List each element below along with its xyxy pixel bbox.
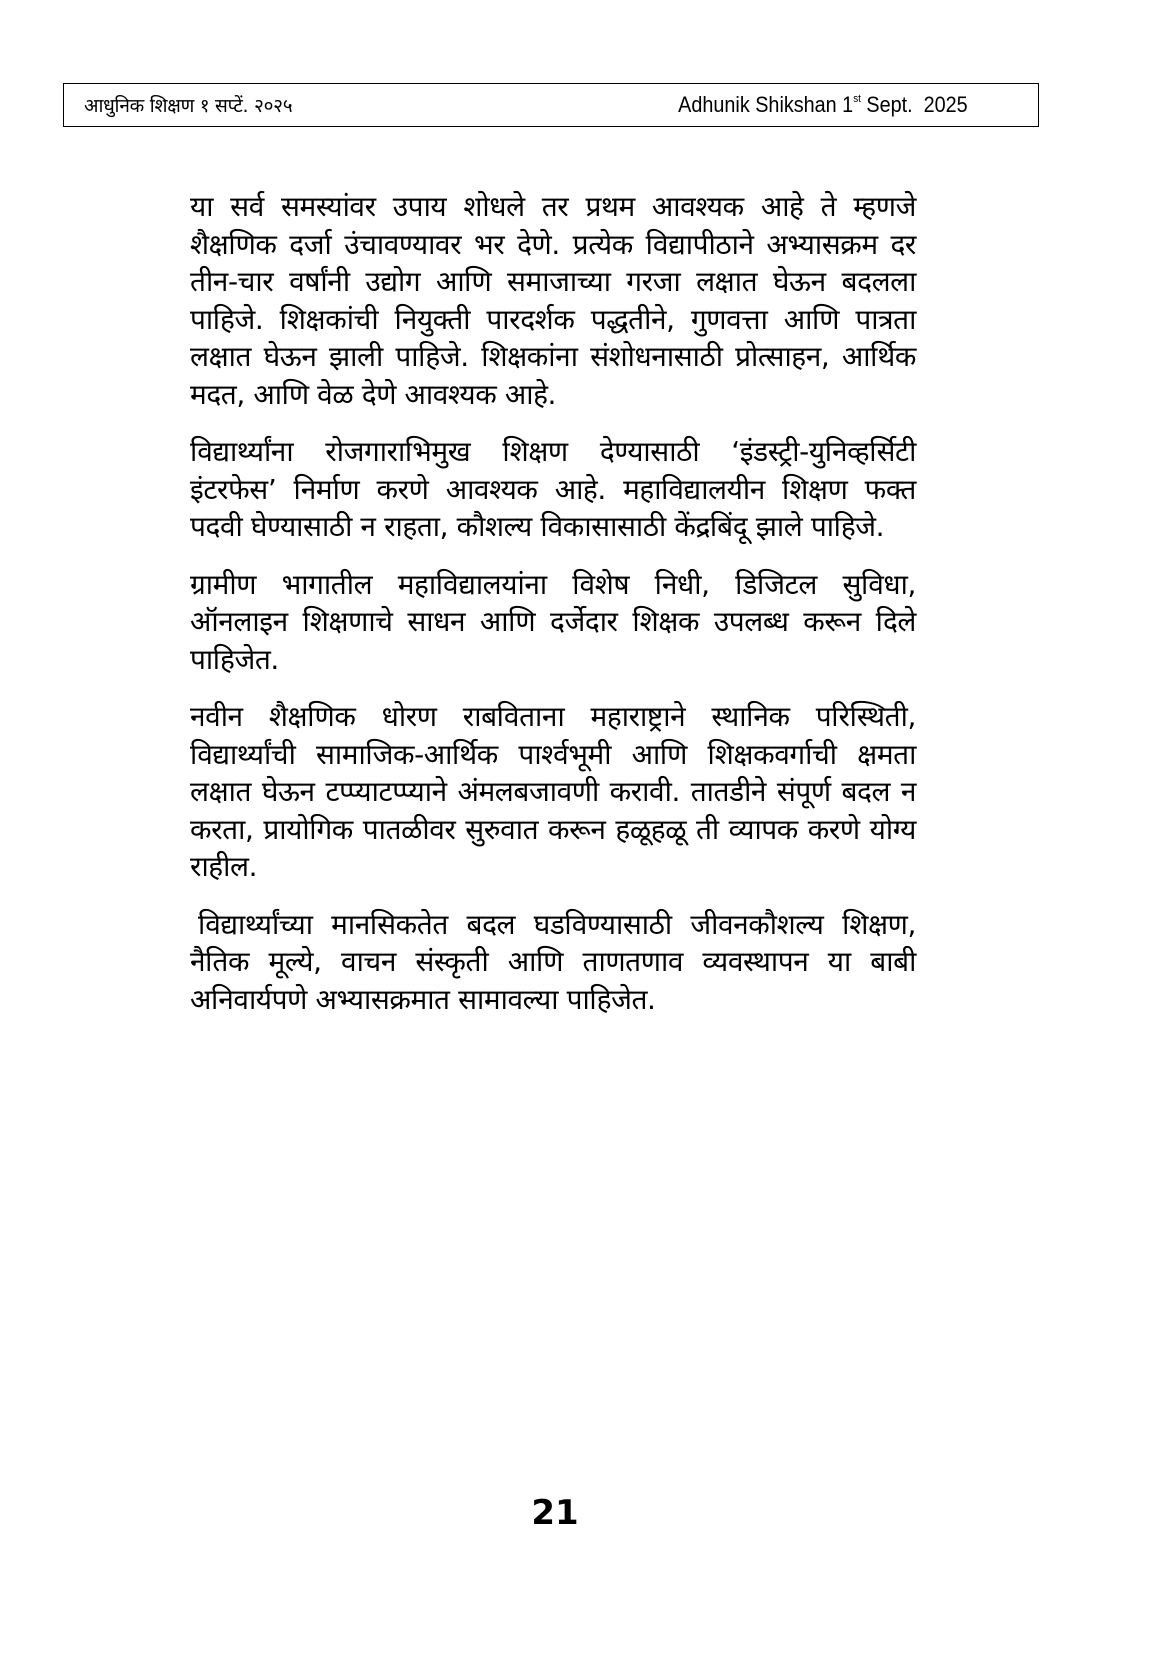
header-title-english (678, 92, 968, 118)
header-title-english-prefix: Adhunik Shikshan 1 (678, 92, 854, 117)
header-title-english-ordinal: st (853, 93, 862, 105)
header-title-english-suffix: Sept. 2025 (861, 92, 968, 117)
header-title-marathi: आधुनिक शिक्षण १ सप्टें. २०२५ (84, 95, 293, 117)
article-body (190, 188, 916, 1038)
page-number: 21 (531, 1493, 579, 1533)
paragraph-policy-implementation: नवीन शैक्षणिक धोरण राबविताना महाराष्ट्राने स्थानिक परिस्थिती, विद्यार्थ्यांची सामाजिक-आर्थिक पार्श्वभूमी आणि शिक्षकवर्गाची क्षमता लक्षात घेऊन टप्प्याटप्प्याने अंमलबजावणी करावी. तातडीने संपूर्ण बदल न करता, प्रायोगिक पातळीवर सुरुवात करून हळूहळू ती व्यापक करणे योग्य राहील. (190, 700, 916, 883)
running-header (63, 83, 1039, 127)
paragraph-industry-interface: विद्यार्थ्यांना रोजगाराभिमुख शिक्षण देण्यासाठी ‘इंडस्ट्री-युनिव्हर्सिटी इंटरफेस’ निर्माण करणे आवश्यक आहे. महाविद्यालयीन शिक्षण फक्त पदवी घेण्यासाठी न राहता, कौशल्य विकासासाठी केंद्रबिंदू झाले पाहिजे. (190, 435, 916, 543)
paragraph-recommendations-quality: या सर्व समस्यांवर उपाय शोधले तर प्रथम आवश्यक आहे ते म्हणजे शैक्षणिक दर्जा उंचावण्यावर भर देणे. प्रत्येक विद्यापीठाने अभ्यासक्रम दर तीन-चार वर्षांनी उद्योग आणि समाजाच्या गरजा लक्षात घेऊन बदलला पाहिजे. शिक्षकांची नियुक्ती पारदर्शक पद्धतीने, गुणवत्ता आणि पात्रता लक्षात घेऊन झाली पाहिजे. शिक्षकांना संशोधनासाठी प्रोत्साहन, आर्थिक मदत, आणि वेळ देणे आवश्यक आहे. (190, 190, 916, 411)
paragraph-rural-colleges: ग्रामीण भागातील महाविद्यालयांना विशेष निधी, डिजिटल सुविधा, ऑनलाइन शिक्षणाचे साधन आणि दर्जेदार शिक्षक उपलब्ध करून दिले पाहिजेत. (190, 567, 916, 676)
paragraph-life-skills: विद्यार्थ्यांच्या मानसिकतेत बदल घडविण्यासाठी जीवनकौशल्य शिक्षण, नैतिक मूल्ये, वाचन संस्कृती आणि ताणतणाव व्यवस्थापन या बाबी अनिवार्यपणे अभ्यासक्रमात सामावल्या पाहिजेत. (190, 907, 916, 1016)
